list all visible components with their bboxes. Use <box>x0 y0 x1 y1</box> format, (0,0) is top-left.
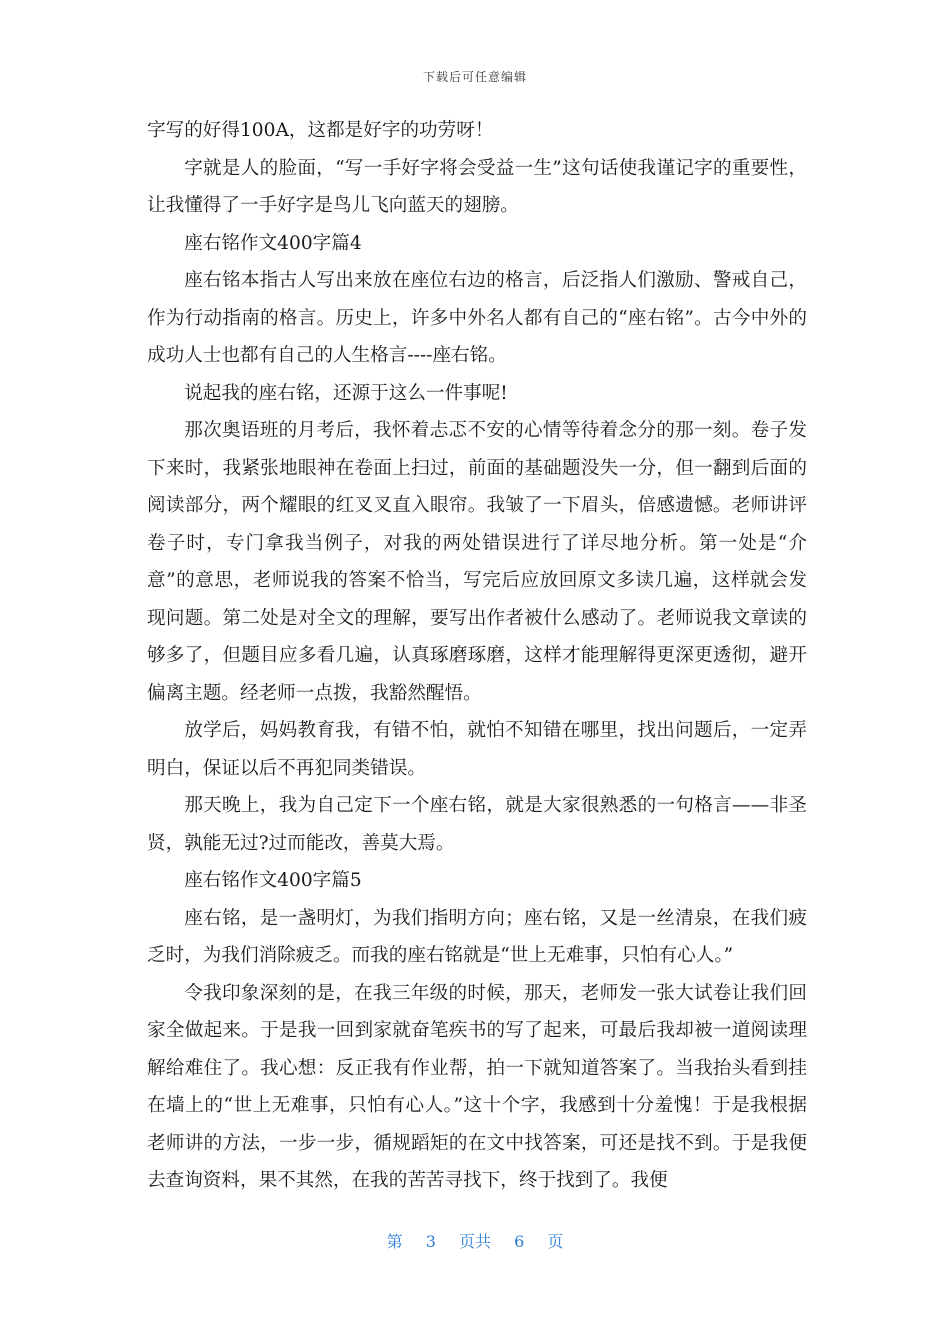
paragraph: 座右铭，是一盏明灯，为我们指明方向；座右铭，又是一丝清泉，在我们疲乏时，为我们消除疲乏。而我的座右铭就是“世上无难事，只怕有心人。” <box>147 907 807 966</box>
paragraph: 放学后，妈妈教育我，有错不怕，就怕不知错在哪里，找出问题后，一定弄明白，保证以后不再犯同类错误。 <box>147 720 807 779</box>
paragraph: 字写的好得100A，这都是好字的功劳呀！ <box>147 120 494 141</box>
section-heading: 座右铭作文400字篇5 <box>184 870 362 891</box>
page-number-footer: 第 3 页共 6 页 <box>386 1232 564 1251</box>
section-heading: 座右铭作文400字篇4 <box>184 232 362 254</box>
paragraph: 座右铭本指古人写出来放在座位右边的格言，后泛指人们激励、警戒自己，作为行动指南的格言。历史上，许多中外名人都有自己的“座右铭”。古今中外的成功人士也都有自己的人生格言----座右铭。 <box>147 270 807 366</box>
paragraph: 那次奥语班的月考后，我怀着忐忑不安的心情等待着念分的那一刻。卷子发下来时，我紧张地眼神在卷面上扫过，前面的基础题没失一分，但一翻到后面的阅读部分，两个耀眼的红叉叉直入眼帘。我皱了一下眉头，倍感遗憾。老师讲评卷子时，专门拿我当例子，对我的两处错误进行了详尽地分析。第一处是“介意”的意思，老师说我的答案不恰当，写完后应放回原文多读几遍，这样就会发现问题。第二处是对全文的理解，要写出作者被什么感动了。老师说我文章读的够多了，但题目应多看几遍，认真琢磨琢磨，这样才能理解得更深更透彻，避开偏离主题。经老师一点拨，我豁然醒悟。 <box>147 420 807 704</box>
paragraph: 令我印象深刻的是，在我三年级的时候，那天，老师发一张大试卷让我们回家全做起来。于是我一回到家就奋笔疾书的写了起来，可最后我却被一道阅读理解给难住了。我心想：反正我有作业帮，拍一下就知道答案了。当我抬头看到挂在墙上的“世上无难事，只怕有心人。”这十个字，我感到十分羞愧！于是我根据老师讲的方法，一步一步，循规蹈矩的在文中找答案，可还是找不到。于是我便去查询资料，果不其然，在我的苦苦寻找下，终于找到了。我便 <box>147 982 807 1191</box>
paragraph: 字就是人的脸面，“写一手好字将会受益一生”这句话使我谨记字的重要性，让我懂得了一手好字是鸟儿飞向蓝天的翅膀。 <box>147 157 807 216</box>
paragraph: 那天晚上，我为自己定下一个座右铭，就是大家很熟悉的一句格言——非圣贤，孰能无过?过而能改，善莫大焉。 <box>147 795 807 854</box>
paragraph: 说起我的座右铭，还源于这么一件事呢! <box>184 382 508 404</box>
page-header: 下载后可任意编辑 <box>422 70 527 84</box>
document-body <box>147 112 807 1200</box>
